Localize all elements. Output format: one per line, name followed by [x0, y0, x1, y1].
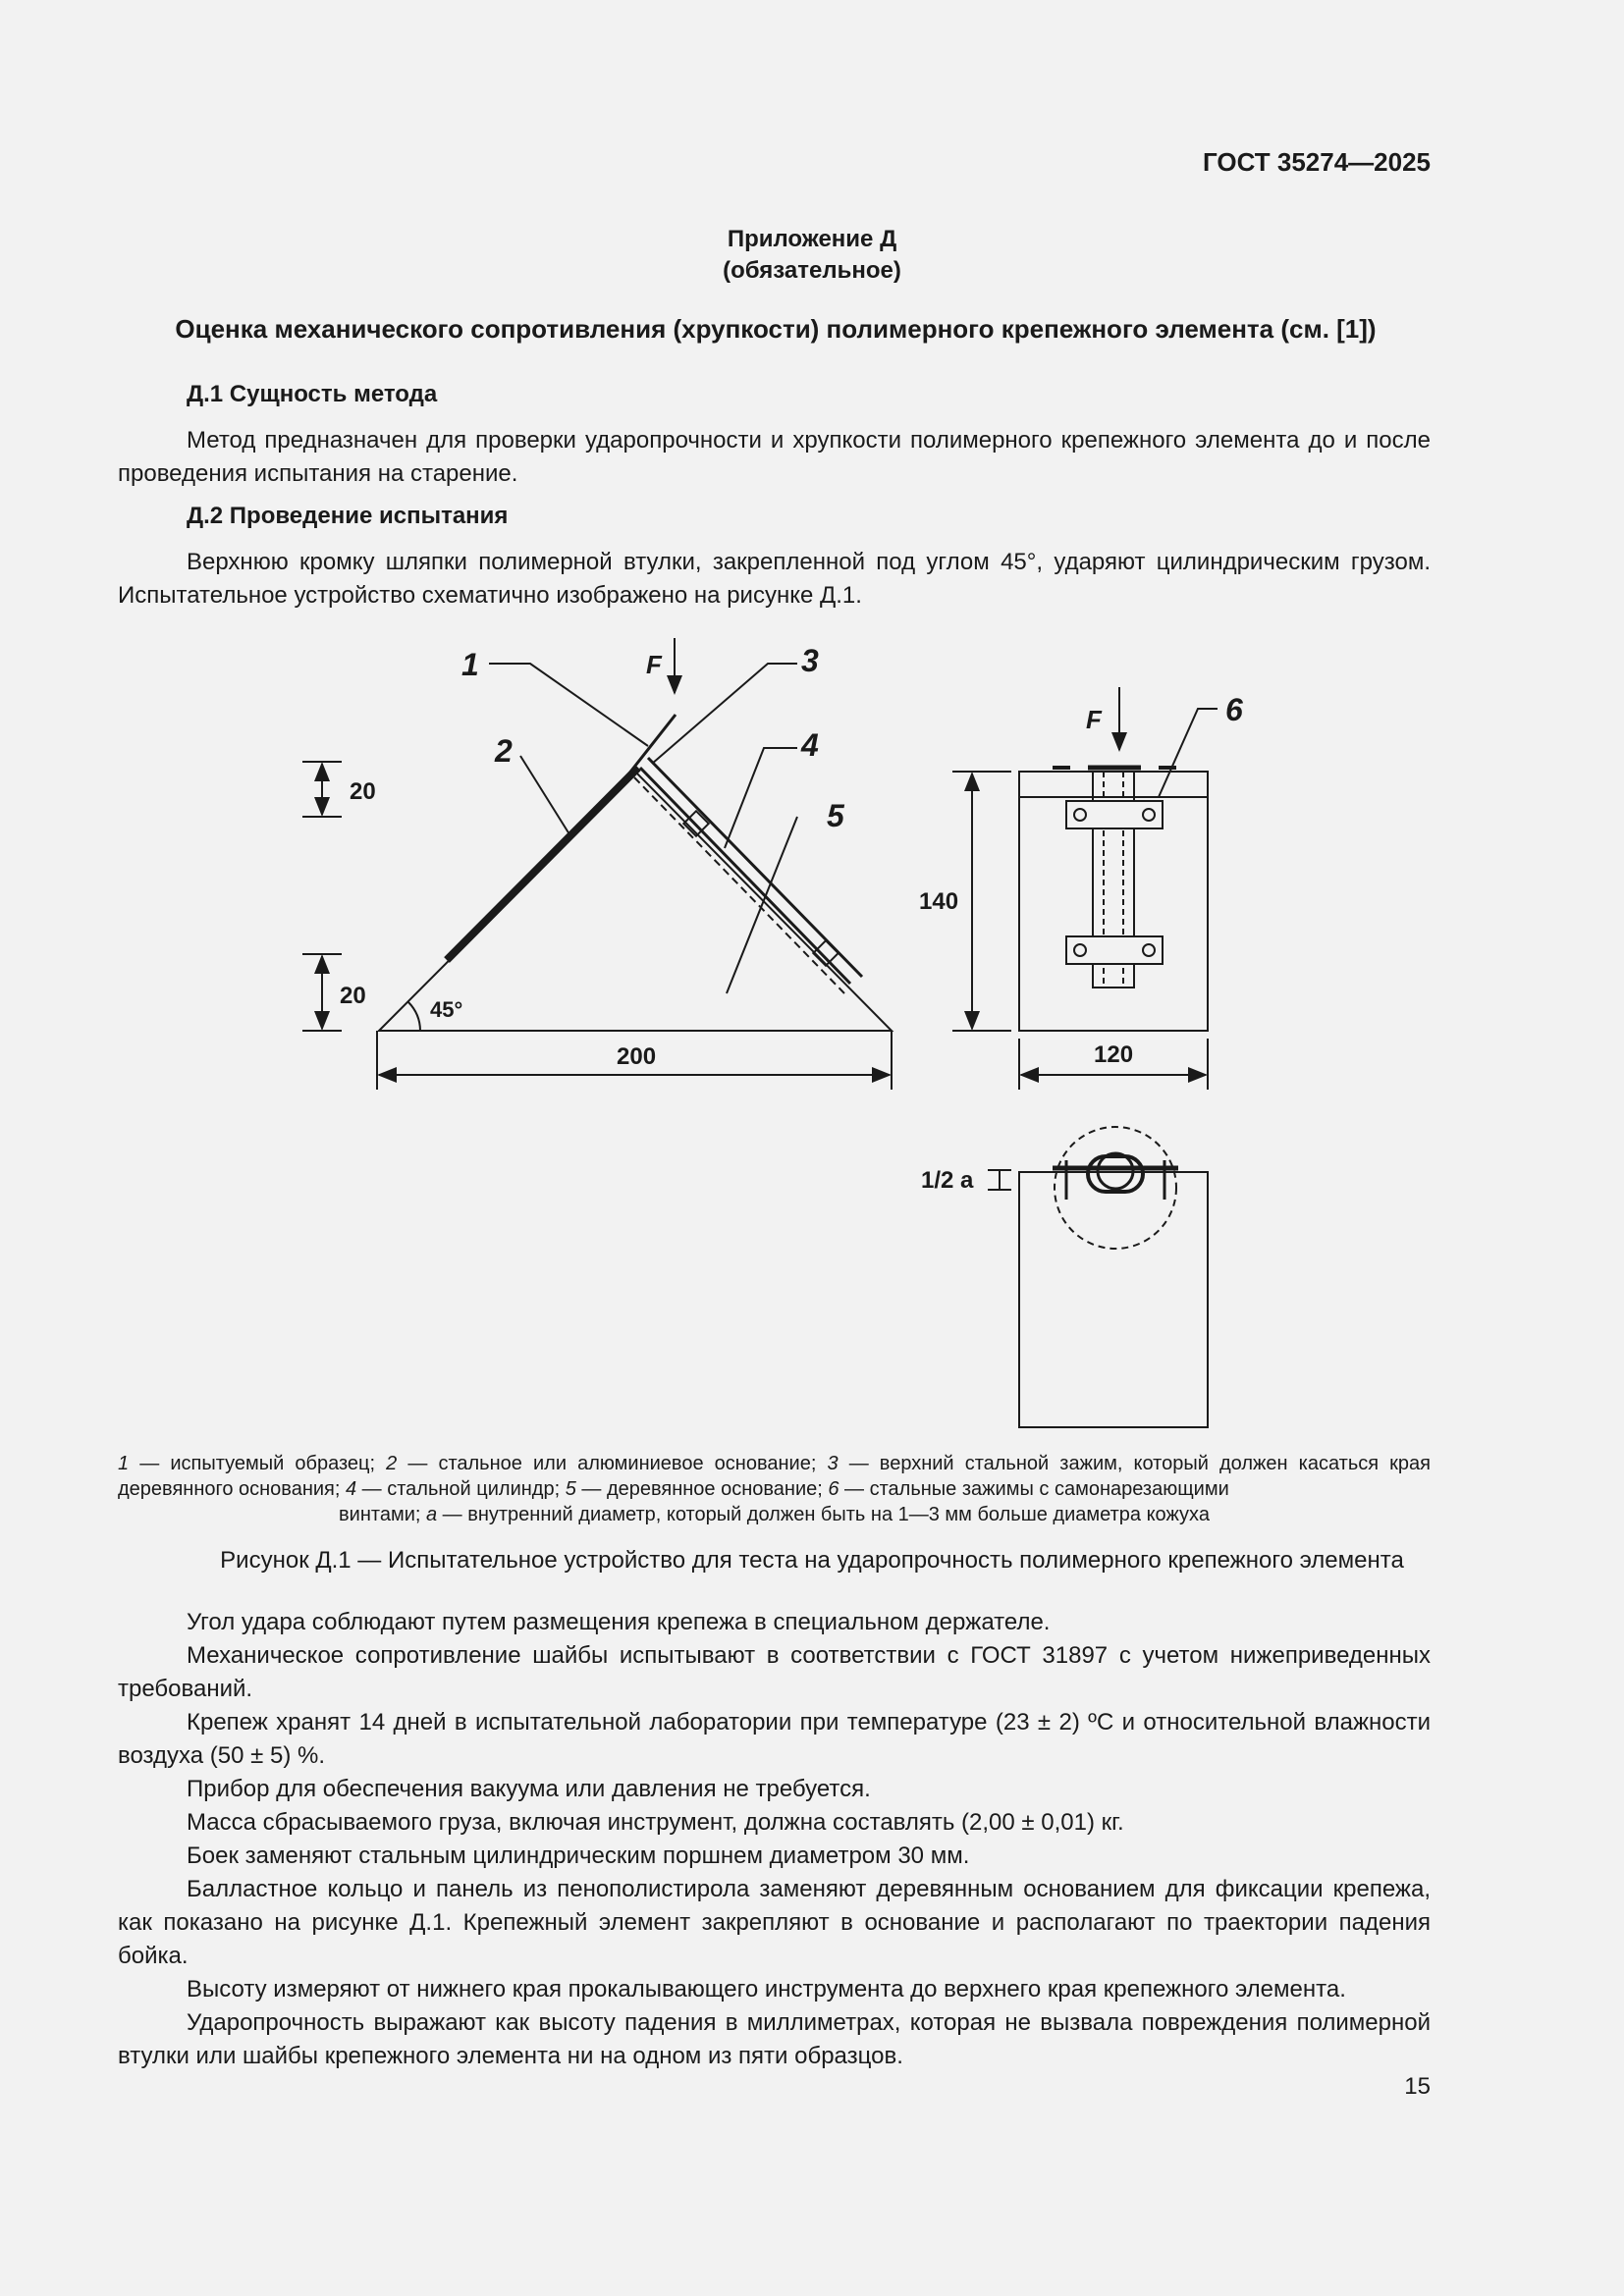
- body-paragraph: Ударопрочность выражают как высоту падения в миллиметрах, которая не вызвала повреждения полимерной втулки или шайбы крепежного элемента ни на одном из пяти образцов.: [118, 2009, 1431, 2069]
- body-paragraph: Высоту измеряют от нижнего края прокалывающего инструмента до верхнего края крепежного элемента.: [187, 1976, 1346, 2002]
- dim-20-bottom: 20: [340, 983, 366, 1009]
- page-number: 15: [1404, 2073, 1431, 2100]
- label-6: 6: [1225, 692, 1243, 727]
- body-paragraph: Крепеж хранят 14 дней в испытательной лаборатории при температуре (23 ± 2) ºС и относительной влажности воздуха (50 ± 5) %.: [118, 1709, 1431, 1769]
- legend-text-1: — испытуемый образец;: [129, 1453, 387, 1474]
- legend-index-4: 4: [346, 1478, 357, 1500]
- body-paragraphs: [118, 1606, 1431, 2073]
- dim-half-a: 1/2 a: [921, 1167, 974, 1194]
- body-paragraph: Масса сбрасываемого груза, включая инструмент, должна составлять (2,00 ± 0,01) кг.: [187, 1809, 1124, 1836]
- label-1: 1: [461, 647, 479, 682]
- figure-caption: Рисунок Д.1 — Испытательное устройство для теста на ударопрочность полимерного крепежного элемента: [220, 1547, 1404, 1574]
- force-label: F: [646, 650, 662, 679]
- appendix-status: (обязательное): [723, 257, 901, 284]
- body-paragraph: Балластное кольцо и панель из пенополистирола заменяют деревянным основанием для фиксации крепежа, как показано на рисунке Д.1. Крепежный элемент закрепляют в основание и располагают по траектории падения бойка.: [118, 1876, 1431, 1969]
- label-3: 3: [801, 643, 819, 678]
- dim-120: 120: [1094, 1041, 1134, 1068]
- legend-text-6: — стальные зажимы с самонарезающими: [839, 1478, 1229, 1500]
- label-4: 4: [801, 727, 819, 763]
- legend-index-2: 2: [386, 1453, 398, 1474]
- legend-text-5: — деревянное основание;: [575, 1478, 829, 1500]
- dim-200: 200: [617, 1043, 657, 1070]
- section2-heading: Д.2 Проведение испытания: [187, 503, 509, 529]
- appendix-heading: [0, 224, 1624, 287]
- body-paragraph: Прибор для обеспечения вакуума или давления не требуется.: [187, 1776, 871, 1802]
- test-device-diagram: [0, 628, 1624, 1433]
- test-sample: [624, 715, 676, 779]
- label-5: 5: [827, 798, 844, 833]
- legend-text-2: — стальное или алюминиевое основание;: [397, 1453, 828, 1474]
- section1-text: Метод предназначен для проверки ударопрочности и хрупкости полимерного крепежного элемента до и после проведения испытания на старение.: [118, 427, 1431, 487]
- figure-legend: [118, 1451, 1431, 1502]
- legend-index-3: 3: [827, 1453, 839, 1474]
- section2-text: Верхнюю кромку шляпки полимерной втулки, закрепленной под углом 45°, ударяют цилиндрическим грузом. Испытательное устройство схематично изображено на рисунке Д.1.: [118, 549, 1431, 609]
- legend-index-a: а: [425, 1504, 438, 1525]
- force-label-2: F: [1086, 705, 1102, 734]
- figure-legend-last-line: [118, 1502, 1431, 1527]
- dim-140: 140: [919, 888, 959, 915]
- legend-text-3: — верхний стальной зажим, который должен касаться края деревянного основания;: [118, 1453, 1431, 1500]
- legend-index-5: 5: [565, 1478, 576, 1500]
- legend-index-1: 1: [118, 1453, 130, 1474]
- main-title: Оценка механического сопротивления (хрупкости) полимерного крепежного элемента (см. [1]): [175, 314, 1377, 344]
- body-paragraph: Механическое сопротивление шайбы испытывают в соответствии с ГОСТ 31897 с учетом нижеприведенных требований.: [118, 1642, 1431, 1702]
- appendix-title: Приложение Д: [727, 226, 897, 252]
- body-paragraph: Угол удара соблюдают путем размещения крепежа в специальном держателе.: [187, 1609, 1051, 1635]
- legend-index-6: 6: [828, 1478, 839, 1500]
- document-code: ГОСТ 35274—2025: [1203, 147, 1431, 177]
- steel-base: [447, 768, 638, 960]
- angle-label: 45°: [430, 997, 463, 1022]
- legend-text-7: винтами;: [339, 1504, 426, 1525]
- wooden-base-triangle: [379, 773, 892, 1031]
- body-paragraph: Боек заменяют стальным цилиндрическим поршнем диаметром 30 мм.: [187, 1842, 970, 1869]
- dim-20-top: 20: [350, 778, 376, 805]
- legend-text-4: — стальной цилиндр;: [356, 1478, 566, 1500]
- legend-text-a: — внутренний диаметр, который должен быть на 1—3 мм больше диаметра кожуха: [437, 1504, 1210, 1525]
- label-2: 2: [495, 733, 513, 769]
- top-view-block: [1019, 1172, 1208, 1427]
- section1-heading: Д.1 Сущность метода: [187, 381, 438, 407]
